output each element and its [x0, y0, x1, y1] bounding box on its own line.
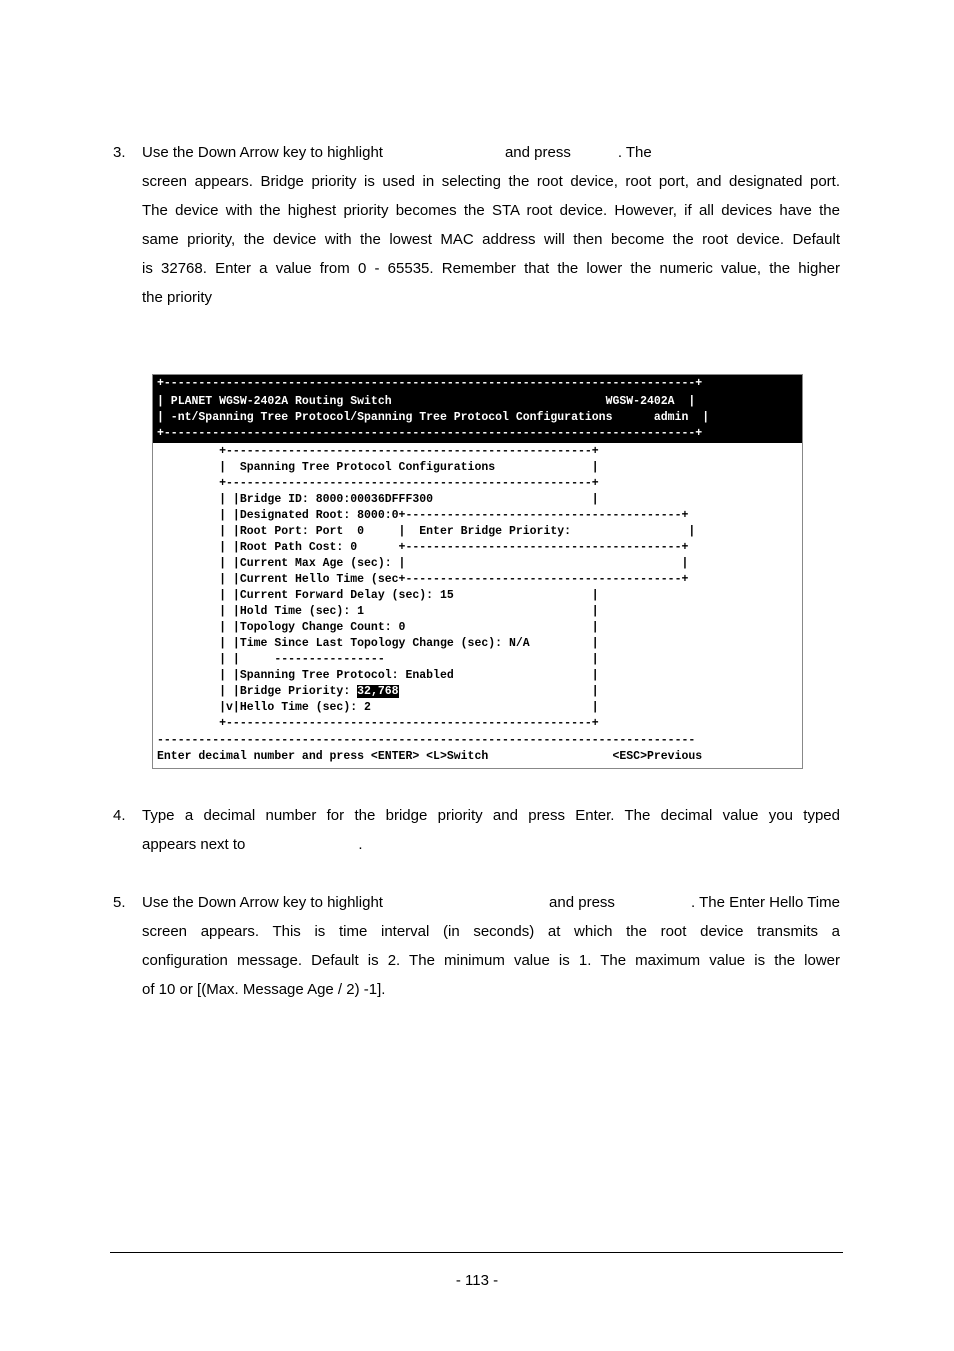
- step-3-number: 3.: [113, 144, 126, 161]
- term-line: | |Designated Root: 8000:0+----------------------------------------+: [157, 509, 689, 522]
- step-3-paragraph: [142, 138, 840, 312]
- header-rule-bottom: +-----------------------------------------------------------------------------+: [157, 427, 703, 440]
- term-line: +-----------------------------------------------------+: [157, 445, 599, 458]
- footer-divider: [110, 1252, 843, 1253]
- term-line: |v|Hello Time (sec): 2 |: [157, 701, 599, 714]
- term-line: | |Time Since Last Topology Change (sec): N/A |: [157, 637, 599, 650]
- step-3-line-3: The device with the highest priority becomes the STA root device. However, if all devices have the: [142, 202, 840, 219]
- step-3-line-4: same priority, the device with the lowest MAC address will then become the root device. Default: [142, 231, 840, 248]
- step-4-paragraph: [142, 801, 840, 859]
- status-rule: ------------------------------------------------------------------------------: [157, 734, 696, 747]
- term-line: | |Root Path Cost: 0 +----------------------------------------+: [157, 541, 689, 554]
- term-line: | |Current Hello Time (sec+----------------------------------------+: [157, 573, 689, 586]
- term-line: | |Hold Time (sec): 1 |: [157, 605, 599, 618]
- term-line: | |Root Port: Port 0 | Enter Bridge Priority: |: [157, 525, 696, 538]
- term-line: | |Current Forward Delay (sec): 15 |: [157, 589, 599, 602]
- step-5-line-4: of 10 or [(Max. Message Age / 2) -1].: [142, 981, 386, 998]
- step-4-line-1: Type a decimal number for the bridge priority and press Enter. The decimal value you typed: [142, 807, 840, 824]
- term-line: +-----------------------------------------------------+: [157, 477, 599, 490]
- page-number: - 113 -: [455, 1272, 499, 1289]
- step-3-line-6: the priority: [142, 289, 213, 306]
- term-line: | |Spanning Tree Protocol: Enabled |: [157, 669, 599, 682]
- step-4-line-2: appears next to .: [142, 836, 363, 853]
- status-line: Enter decimal number and press <ENTER> <L>Switch <ESC>Previous: [157, 750, 703, 763]
- term-line: | |Current Max Age (sec): | |: [157, 557, 689, 570]
- term-line: +-----------------------------------------------------+: [157, 717, 599, 730]
- step-4-number: 4.: [113, 807, 126, 824]
- step-5-paragraph: [142, 888, 840, 1004]
- term-line: | Spanning Tree Protocol Configurations |: [157, 461, 599, 474]
- term-line: | |Topology Change Count: 0 |: [157, 621, 599, 634]
- terminal-header: [153, 375, 802, 443]
- header-path-line: | -nt/Spanning Tree Protocol/Spanning Tree Protocol Configurations admin |: [157, 411, 710, 424]
- term-line: | | ---------------- |: [157, 653, 599, 666]
- step-5-line-2: screen appears. This is time interval (in seconds) at which the root device transmits a: [142, 923, 840, 940]
- step-3-line-2: screen appears. Bridge priority is used in selecting the root device, root port, and designated port.: [142, 173, 840, 190]
- step-3-line-1: Use the Down Arrow key to highlight and press . The: [142, 144, 652, 161]
- header-title-line: | PLANET WGSW-2402A Routing Switch WGSW-2402A |: [157, 395, 696, 408]
- step-3-line-5: is 32768. Enter a value from 0 - 65535. Remember that the lower the numeric value, the higher: [142, 260, 840, 277]
- step-5-line-1: Use the Down Arrow key to highlight and press . The Enter Hello Time: [142, 894, 840, 911]
- bridge-priority-value[interactable]: 32,768: [357, 685, 399, 698]
- step-5-number: 5.: [113, 894, 126, 911]
- header-rule-top: +-----------------------------------------------------------------------------+: [157, 377, 703, 390]
- term-line: | |Bridge ID: 8000:00036DFFF300 |: [157, 493, 599, 506]
- bridge-priority-line: | |Bridge Priority: 32,768 |: [157, 685, 599, 698]
- terminal-screenshot: [152, 374, 803, 769]
- step-5-line-3: configuration message. Default is 2. The minimum value is 1. The maximum value is the lower: [142, 952, 840, 969]
